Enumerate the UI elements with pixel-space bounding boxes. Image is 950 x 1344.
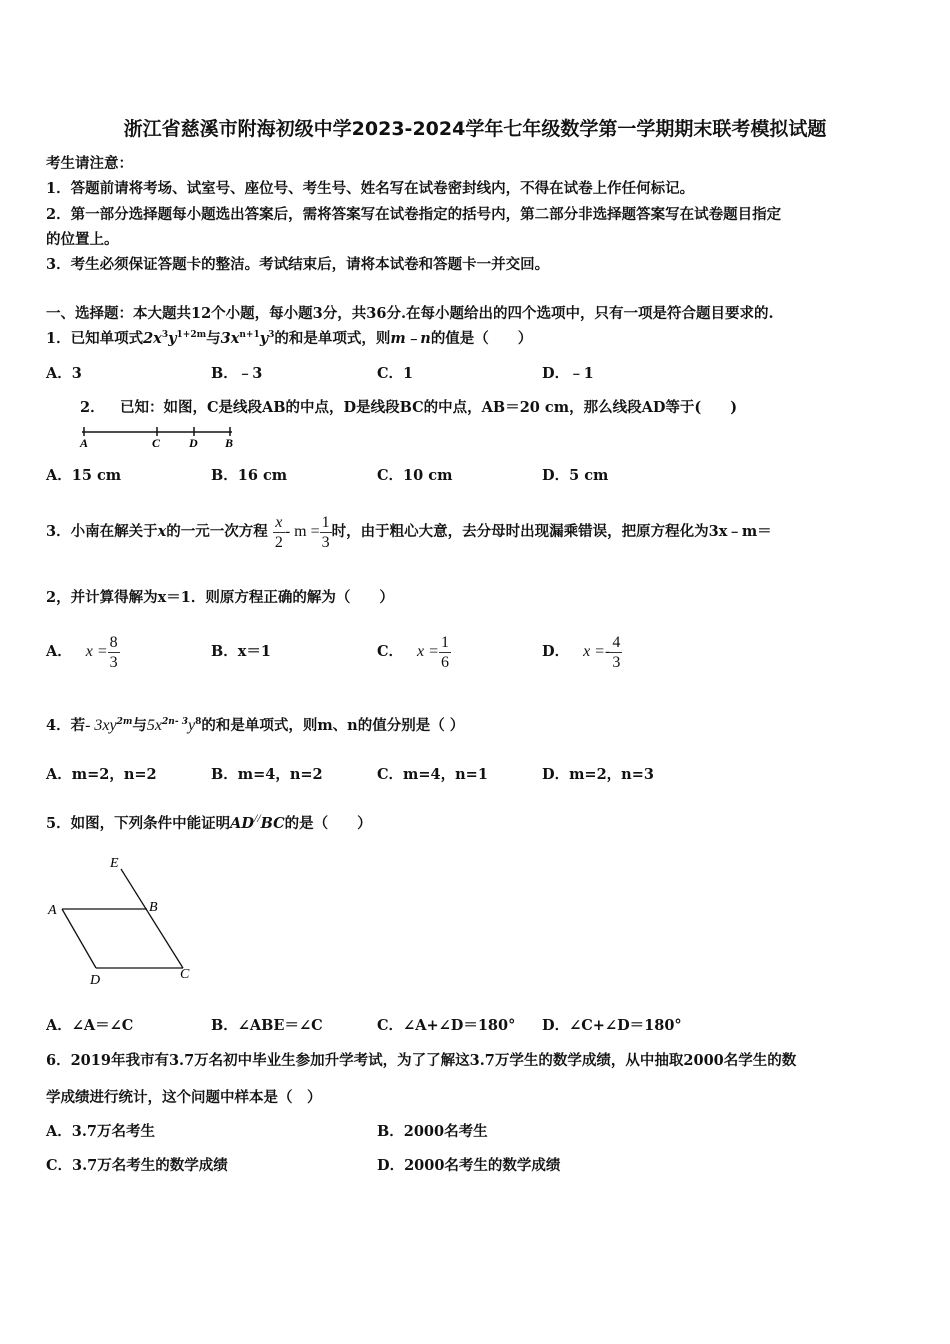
notice-item-2-cont: 的位置上。	[46, 231, 119, 248]
question-3: 3．小南在解关于x的一元一次方程 $\frac{x}{2}$ - m = $\frac{1}{3}$ 时，由于粗心大意，去分母时出现漏乘错误，把原方程化为3x﹣m＝	[46, 513, 772, 551]
question-2: 已知：如图，C是线段AB的中点，D是线段BC的中点，AB＝20 cm，那么线段AD等于( )	[120, 399, 738, 416]
notice-heading: 考生请注意：	[46, 155, 133, 172]
line-ad	[62, 909, 96, 968]
fraction-1-over-3: $\frac{1}{3}$	[321, 513, 330, 551]
q1-option-a[interactable]: A．3	[46, 365, 82, 382]
q2-option-c[interactable]: C．10 cm	[377, 467, 453, 484]
label-e: E	[110, 856, 119, 871]
q6-option-a[interactable]: A．3.7万名考生	[46, 1123, 155, 1140]
q6-option-d[interactable]: D．2000名考生的数学成绩	[377, 1157, 561, 1174]
q5-option-a[interactable]: A．∠A＝∠C	[46, 1017, 134, 1034]
q6-option-c[interactable]: C．3.7万名考生的数学成绩	[46, 1157, 228, 1174]
label-c: C	[152, 436, 161, 450]
label-c: C	[180, 967, 190, 982]
label-b: B	[149, 900, 158, 915]
q1-option-d[interactable]: D．﹣1	[542, 365, 594, 382]
q3-option-a[interactable]: A． x = $\frac{8}{3}$	[46, 633, 118, 671]
q5-option-c[interactable]: C．∠A+∠D＝180°	[377, 1017, 516, 1034]
notice-item-2: 2．第一部分选择题每小题选出答案后，需将答案写在试卷指定的括号内，第二部分非选择题答案写在试卷题目指定	[46, 206, 782, 223]
q1-option-c[interactable]: C．1	[377, 365, 414, 382]
label-a: A	[48, 903, 57, 918]
q4-option-a[interactable]: A．m=2，n=2	[46, 766, 157, 783]
question-6: 6．2019年我市有3.7万名初中毕业生参加升学考试，为了了解这3.7万学生的数学成绩，从中抽取2000名学生的数	[46, 1052, 797, 1069]
notice-item-1: 1．答题前请将考场、试室号、座位号、考生号、姓名写在试卷密封线内，不得在试卷上作任何标记。	[46, 180, 695, 197]
label-b: B	[225, 436, 234, 450]
q3-option-b[interactable]: B．x＝1	[211, 643, 271, 660]
section-heading: 一、选择题：本大题共12个小题，每小题3分，共36分.在每小题给出的四个选项中，只有一项是符合题目要求的.	[46, 305, 774, 322]
q5-option-b[interactable]: B．∠ABE＝∠C	[211, 1017, 323, 1034]
q4-option-b[interactable]: B．m=4，n=2	[211, 766, 323, 783]
line-ec	[121, 869, 183, 968]
q6-option-b[interactable]: B．2000名考生	[377, 1123, 488, 1140]
q3-option-c[interactable]: C． x = $\frac{1}{6}$	[377, 633, 449, 671]
q2-option-d[interactable]: D．5 cm	[542, 467, 609, 484]
q5-option-d[interactable]: D．∠C+∠D＝180°	[542, 1017, 682, 1034]
notice-item-3: 3．考生必须保证答题卡的整洁。考试结束后，请将本试卷和答题卡一并交回。	[46, 256, 550, 273]
q3-option-d[interactable]: D． x =- $\frac{4}{3}$	[542, 633, 621, 671]
label-a: A	[80, 436, 89, 450]
question-3-line-2: 2，并计算得解为x＝1．则原方程正确的解为（ ）	[46, 589, 394, 606]
question-2-number: 2．	[80, 399, 105, 416]
question-6-line-2: 学成绩进行统计，这个问题中样本是（ ）	[46, 1089, 322, 1106]
question-4: 4．若- $3xy^{2m}$与$5x^{2n- 3}y^8$的和是单项式，则m、n的值分别是（ ）	[46, 716, 465, 734]
fraction-x-over-2: $\frac{x}{2}$	[274, 513, 283, 551]
q4-option-d[interactable]: D．m=2，n=3	[542, 766, 654, 783]
parallelogram-figure	[44, 850, 204, 990]
q2-option-b[interactable]: B．16 cm	[211, 467, 288, 484]
segment-figure	[78, 424, 240, 450]
question-5: 5．如图，下列条件中能证明AD//BC的是（ ）	[46, 811, 372, 832]
q1-option-b[interactable]: B．﹣3	[211, 365, 263, 382]
q4-option-c[interactable]: C．m=4，n=1	[377, 766, 488, 783]
question-1: 1．已知单项式$2x^3y^{1+2m}$与$3x^{n+1}y^3$的和是单项式，则m﹣n的值是（ ）	[46, 330, 533, 347]
q2-option-a[interactable]: A．15 cm	[46, 467, 122, 484]
label-d: D	[90, 973, 101, 988]
page-title: 浙江省慈溪市附海初级中学2023-2024学年七年级数学第一学期期末联考模拟试题	[123, 118, 827, 140]
label-d: D	[189, 436, 198, 450]
